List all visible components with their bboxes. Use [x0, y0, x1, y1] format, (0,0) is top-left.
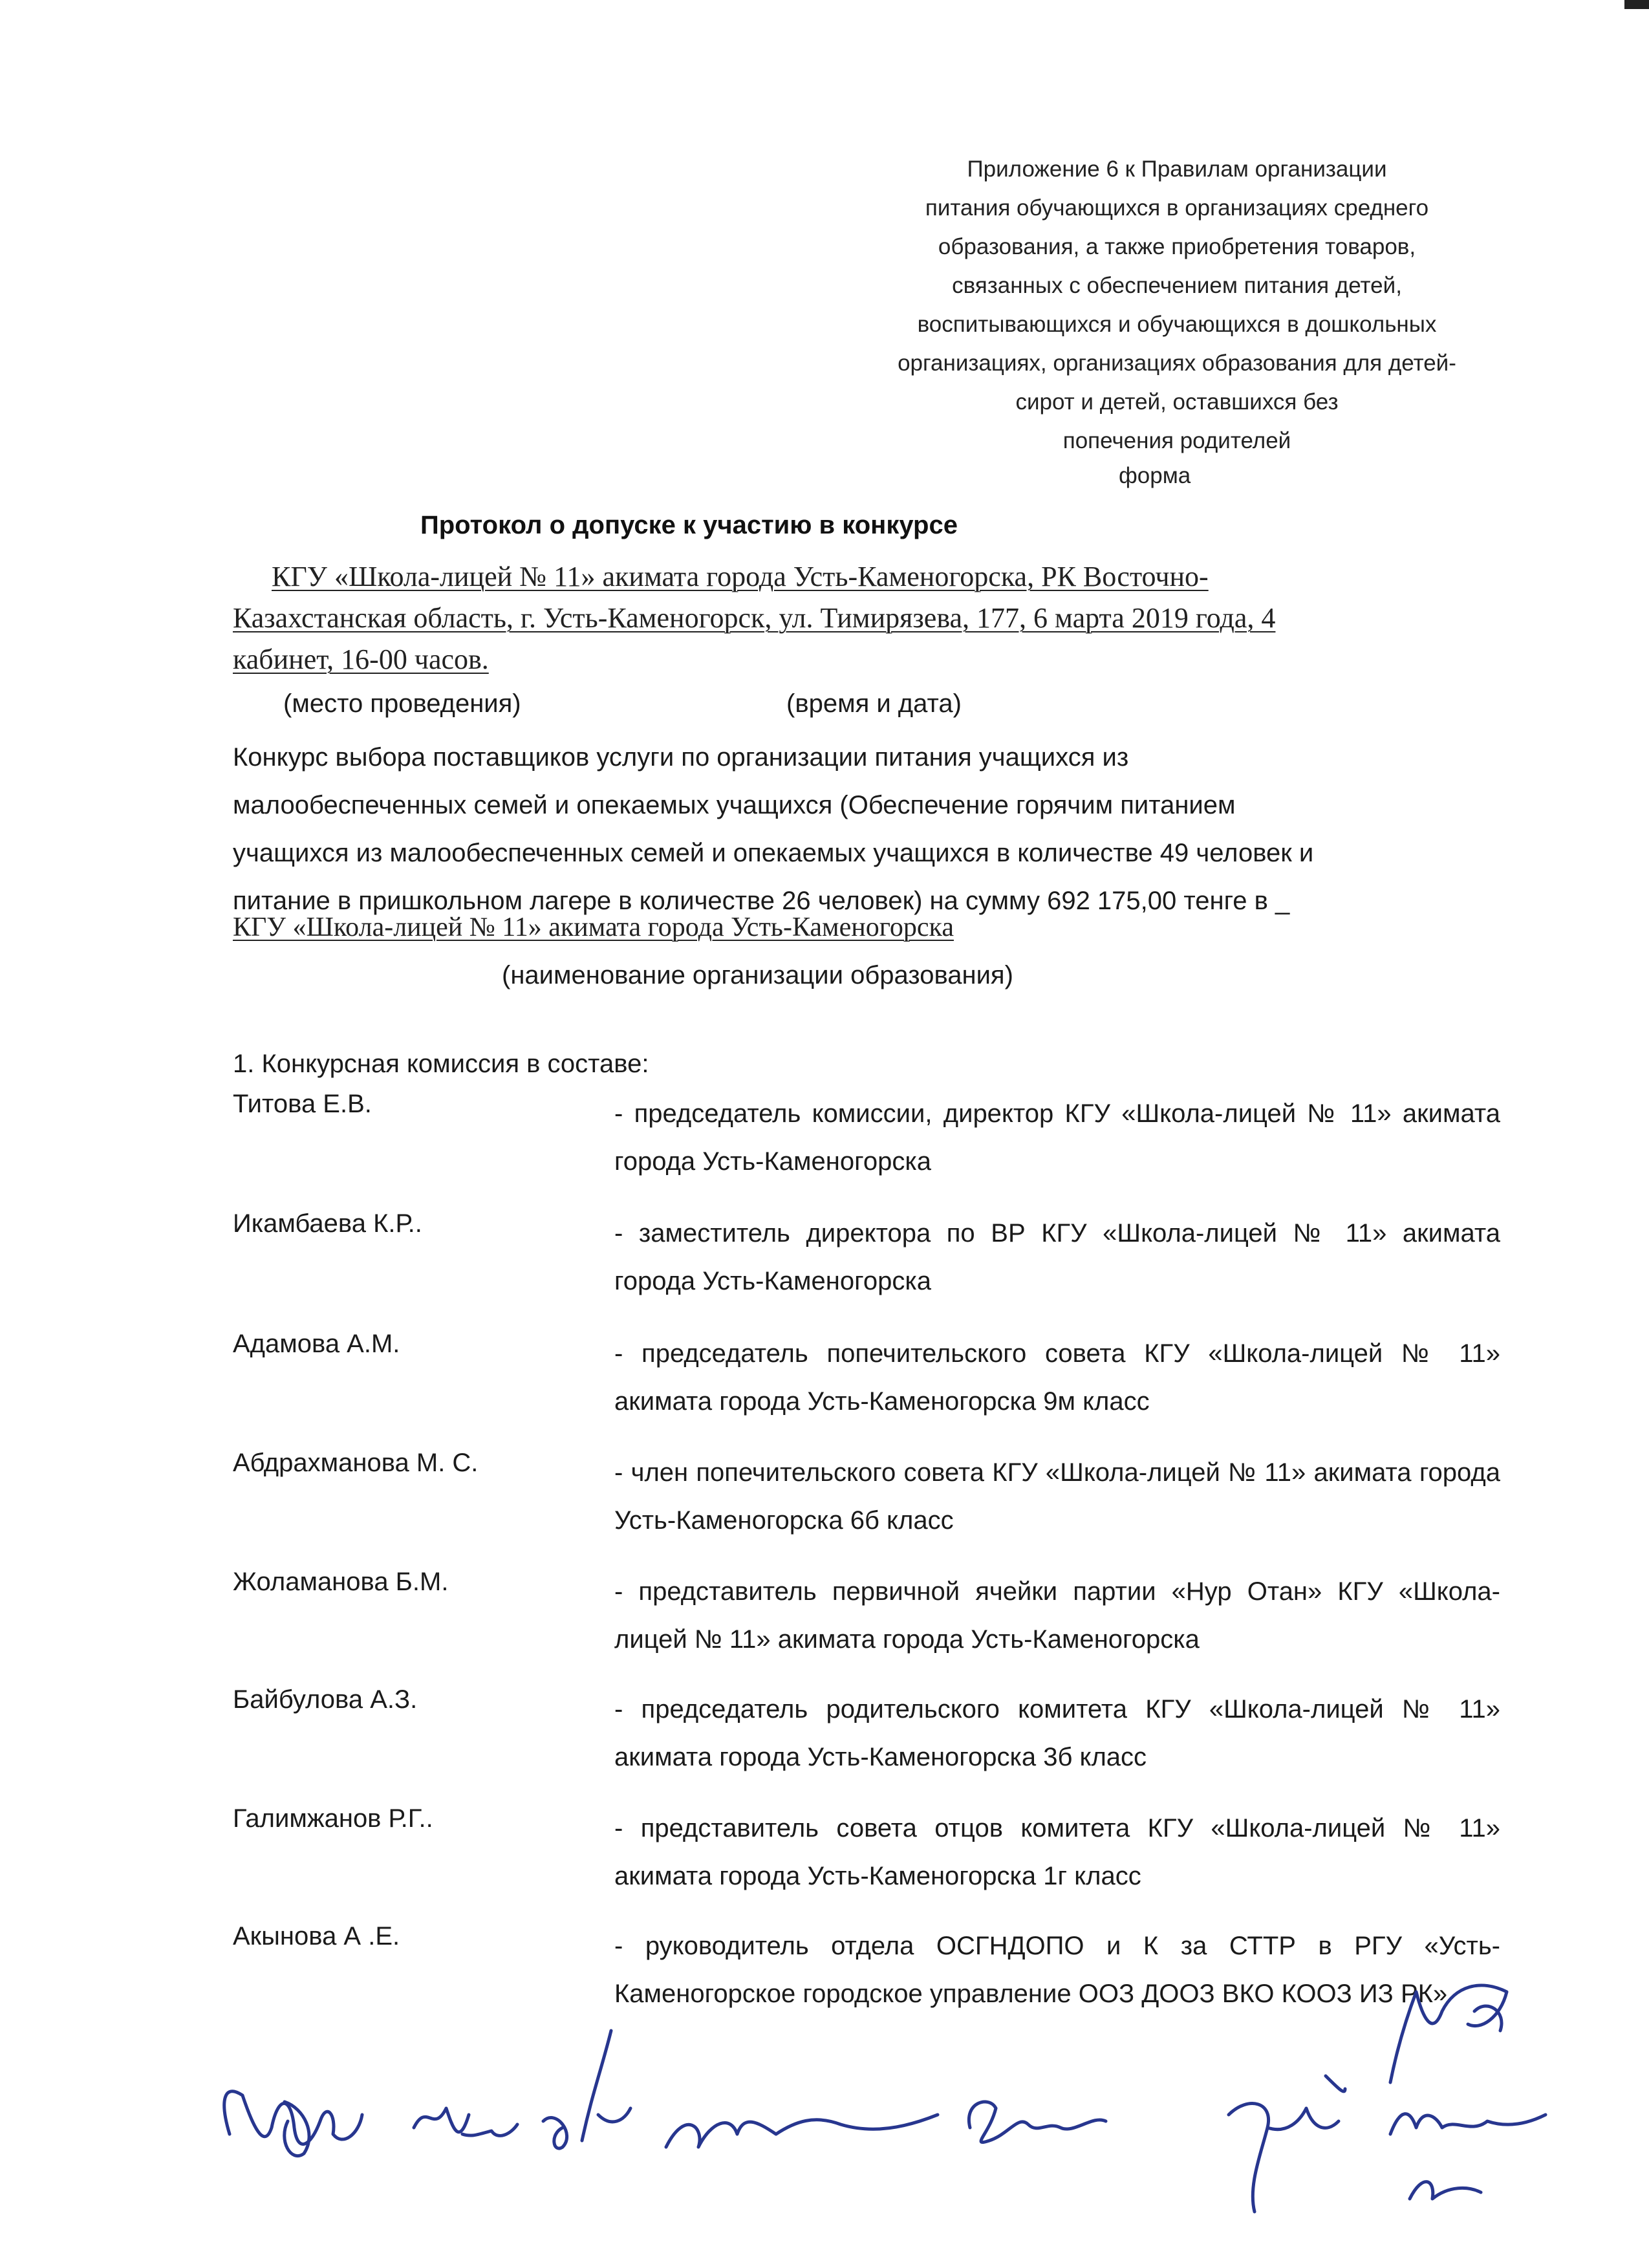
member-name: Адамова А.М.	[233, 1330, 400, 1358]
signature-mark	[285, 2102, 309, 2156]
appendix-line: связанных с обеспечением питания детей,	[952, 273, 1402, 298]
member-name: Акынова А .Е.	[233, 1922, 400, 1950]
member-name: Байбулова А.З.	[233, 1685, 418, 1714]
signature-mark	[969, 2102, 1106, 2143]
member-name: Жоламанова Б.М.	[233, 1568, 449, 1596]
signature-mark	[1326, 2076, 1345, 2091]
scan-corner-mark	[1624, 0, 1649, 9]
member-name: Икамбаева К.Р..	[233, 1209, 422, 1238]
member-name: Галимжанов Р.Г..	[233, 1804, 433, 1833]
contest-description	[233, 733, 1500, 925]
caption-time: (время и дата)	[786, 689, 962, 718]
venue-line: кабинет, 16-00 часов.	[233, 643, 489, 675]
contest-line: учащихся из малообеспеченных семей и опекаемых учащихся в количестве 49 человек и	[233, 839, 1314, 867]
appendix-line: сирот и детей, оставшихся без	[1015, 389, 1339, 415]
member-role: - председатель родительского комитета КГУ «Школа-лицей № 11» акимата города Усть-Каменогорска 3б класс	[614, 1695, 1500, 1771]
organization-name: КГУ «Школа-лицей № 11» акимата города Усть-Каменогорска	[233, 913, 954, 942]
member-role: - председатель комиссии, директор КГУ «Школа-лицей № 11» акимата города Усть-Каменогорска	[614, 1099, 1500, 1176]
signature-mark	[666, 2115, 938, 2147]
contest-line: Конкурс выбора поставщиков услуги по организации питания учащихся из	[233, 743, 1129, 772]
caption-place: (место проведения)	[283, 689, 521, 718]
commission-heading: 1. Конкурсная комиссия в составе:	[233, 1050, 649, 1078]
member-role: - представитель совета отцов комитета КГУ «Школа-лицей № 11» акимата города Усть-Каменогорска 1г класс	[614, 1814, 1500, 1890]
signature-mark	[1229, 2104, 1339, 2212]
appendix-note	[841, 150, 1513, 460]
signature-mark	[1410, 2182, 1481, 2199]
signature-mark	[1390, 2114, 1546, 2134]
signature-mark	[414, 2108, 517, 2135]
appendix-line: питания обучающихся в организациях среднего	[925, 195, 1429, 221]
member-role: - председатель попечительского совета КГУ «Школа-лицей № 11» акимата города Усть-Каменогорска 9м класс	[614, 1339, 1500, 1416]
member-role: - представитель первичной ячейки партии «Нур Отан» КГУ «Школа-лицей № 11» акимата города Усть-Каменогорска	[614, 1577, 1500, 1654]
member-name: Абдрахманова М. С.	[233, 1449, 479, 1477]
venue-line: КГУ «Школа-лицей № 11» акимата города Усть-Каменогорска, РК Восточно-	[272, 561, 1209, 592]
member-role: - заместитель директора по ВР КГУ «Школа-лицей № 11» акимата города Усть-Каменогорска	[614, 1219, 1500, 1295]
document-title: Протокол о допуске к участию в конкурсе	[420, 511, 958, 539]
signature-mark	[543, 2031, 630, 2148]
contest-line: питание в пришкольном лагере в количестве 26 человек) на сумму 692 175,00 тенге в _	[233, 887, 1290, 915]
venue-line: Казахстанская область, г. Усть-Каменогорск, ул. Тимирязева, 177, 6 марта 2019 года, 4	[233, 602, 1276, 634]
appendix-line: воспитывающихся и обучающихся в дошкольных	[917, 312, 1437, 337]
member-role: - член попечительского совета КГУ «Школа-лицей № 11» акимата города Усть-Каменогорска 6б класс	[614, 1458, 1500, 1535]
venue-block	[233, 556, 1449, 680]
contest-line: малообеспеченных семей и опекаемых учащихся (Обеспечение горячим питанием	[233, 791, 1236, 819]
form-label: форма	[1119, 463, 1191, 488]
appendix-line: попечения родителей	[1062, 428, 1291, 453]
appendix-line: образования, а также приобретения товаров,	[938, 234, 1416, 259]
caption-organization: (наименование организации образования)	[502, 961, 1013, 989]
appendix-line: организациях, организациях образования для детей-	[898, 351, 1456, 376]
member-role: - руководитель отдела ОСГНДОПО и К за СТТР в РГУ «Усть-Каменогорское городское управление ООЗ ДООЗ ВКО КООЗ ИЗ РК»	[614, 1932, 1500, 2008]
signature-mark	[224, 2091, 362, 2144]
appendix-line: Приложение 6 к Правилам организации	[967, 157, 1387, 182]
member-name: Титова Е.В.	[233, 1090, 372, 1118]
